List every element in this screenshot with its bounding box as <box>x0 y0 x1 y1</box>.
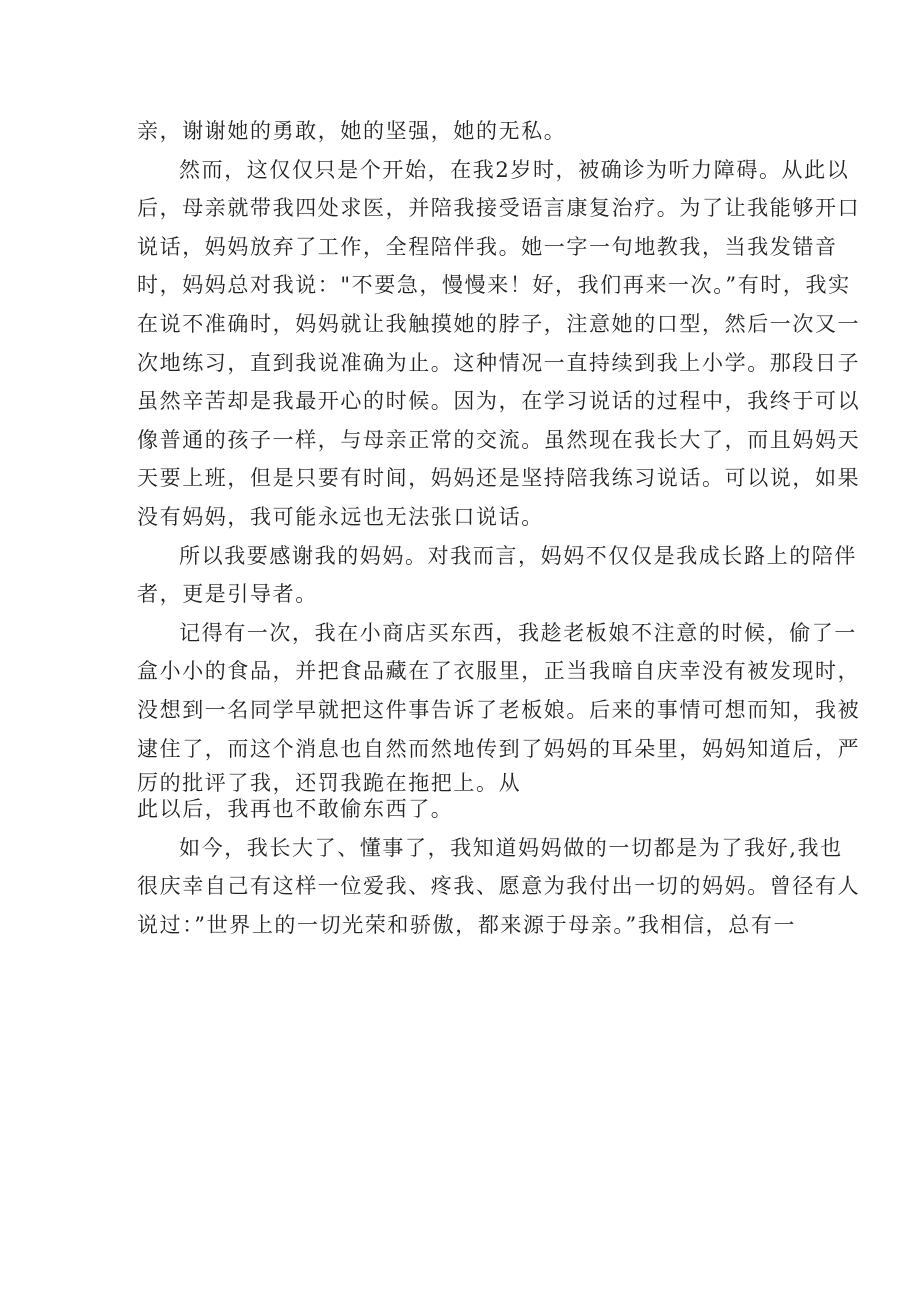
text-line: 很庆幸自己有这样一位爱我、疼我、愿意为我付出一切的妈妈。曾径有人 <box>137 874 861 899</box>
paragraph-first-line: 然而，这仅仅只是个开始，在我2岁时，被确诊为听力障碍。从此以 <box>179 157 850 182</box>
essay-body <box>137 112 861 944</box>
text-line: 像普通的孩子一样，与母亲正常的交流。虽然现在我长大了，而且妈妈天 <box>137 427 861 452</box>
text-line: 说话，妈妈放弃了工作，全程陪伴我。她一字一句地教我，当我发错音 <box>137 234 838 259</box>
text-line: 逮住了，而这个消息也自然而然地传到了妈妈的耳朵里，妈妈知道后，严 <box>137 736 861 761</box>
text-line: 虽然辛苦却是我最开心的时候。因为，在学习说话的过程中，我终于可以 <box>137 389 861 414</box>
text-line: 没有妈妈，我可能永远也无法张口说话。 <box>137 504 544 529</box>
paragraph-first-line: 如今，我长大了、懂事了，我知道妈妈做的一切都是为了我好,我也 <box>179 835 843 860</box>
text-line: 后，母亲就带我四处求医，并陪我接受语言康复治疗。为了让我能够开口 <box>137 196 861 221</box>
text-line: 时，妈妈总对我说："不要急，慢慢来！好，我们再来一次。”有时，我实 <box>137 273 851 298</box>
text-line: 没想到一名同学早就把这件事告诉了老板娘。后来的事情可想而知，我被 <box>137 697 861 722</box>
text-line: 此以后，我再也不敢偷东西了。 <box>137 797 454 822</box>
paragraph-first-line: 记得有一次，我在小商店买东西，我趁老板娘不注意的时候，偷了一 <box>179 620 857 645</box>
text-line: 者，更是引导者。 <box>137 582 318 607</box>
text-line: 天要上班，但是只要有时间，妈妈还是坚持陪我练习说话。可以说，如果 <box>137 466 861 491</box>
text-line: 盒小小的食品，并把食品藏在了衣服里，正当我暗自庆幸没有被发现时， <box>137 659 861 684</box>
paragraph-first-line: 所以我要感谢我的妈妈。对我而言，妈妈不仅仅是我成长路上的陪伴 <box>179 543 857 568</box>
text-line: 在说不准确时，妈妈就让我触摸她的脖子，注意她的口型，然后一次又一 <box>137 311 861 336</box>
text-line: 说过：”世界上的一切光荣和骄傲，都来源于母亲。”我相信，总有一 <box>137 912 797 937</box>
text-line: 亲，谢谢她的勇敢，她的坚强，她的无私。 <box>137 119 567 143</box>
text-line: 厉的批评了我，还罚我跪在拖把上。从 <box>137 771 522 796</box>
text-line: 次地练习，直到我说准确为止。这种情况一直持续到我上小学。那段日子 <box>137 350 861 375</box>
